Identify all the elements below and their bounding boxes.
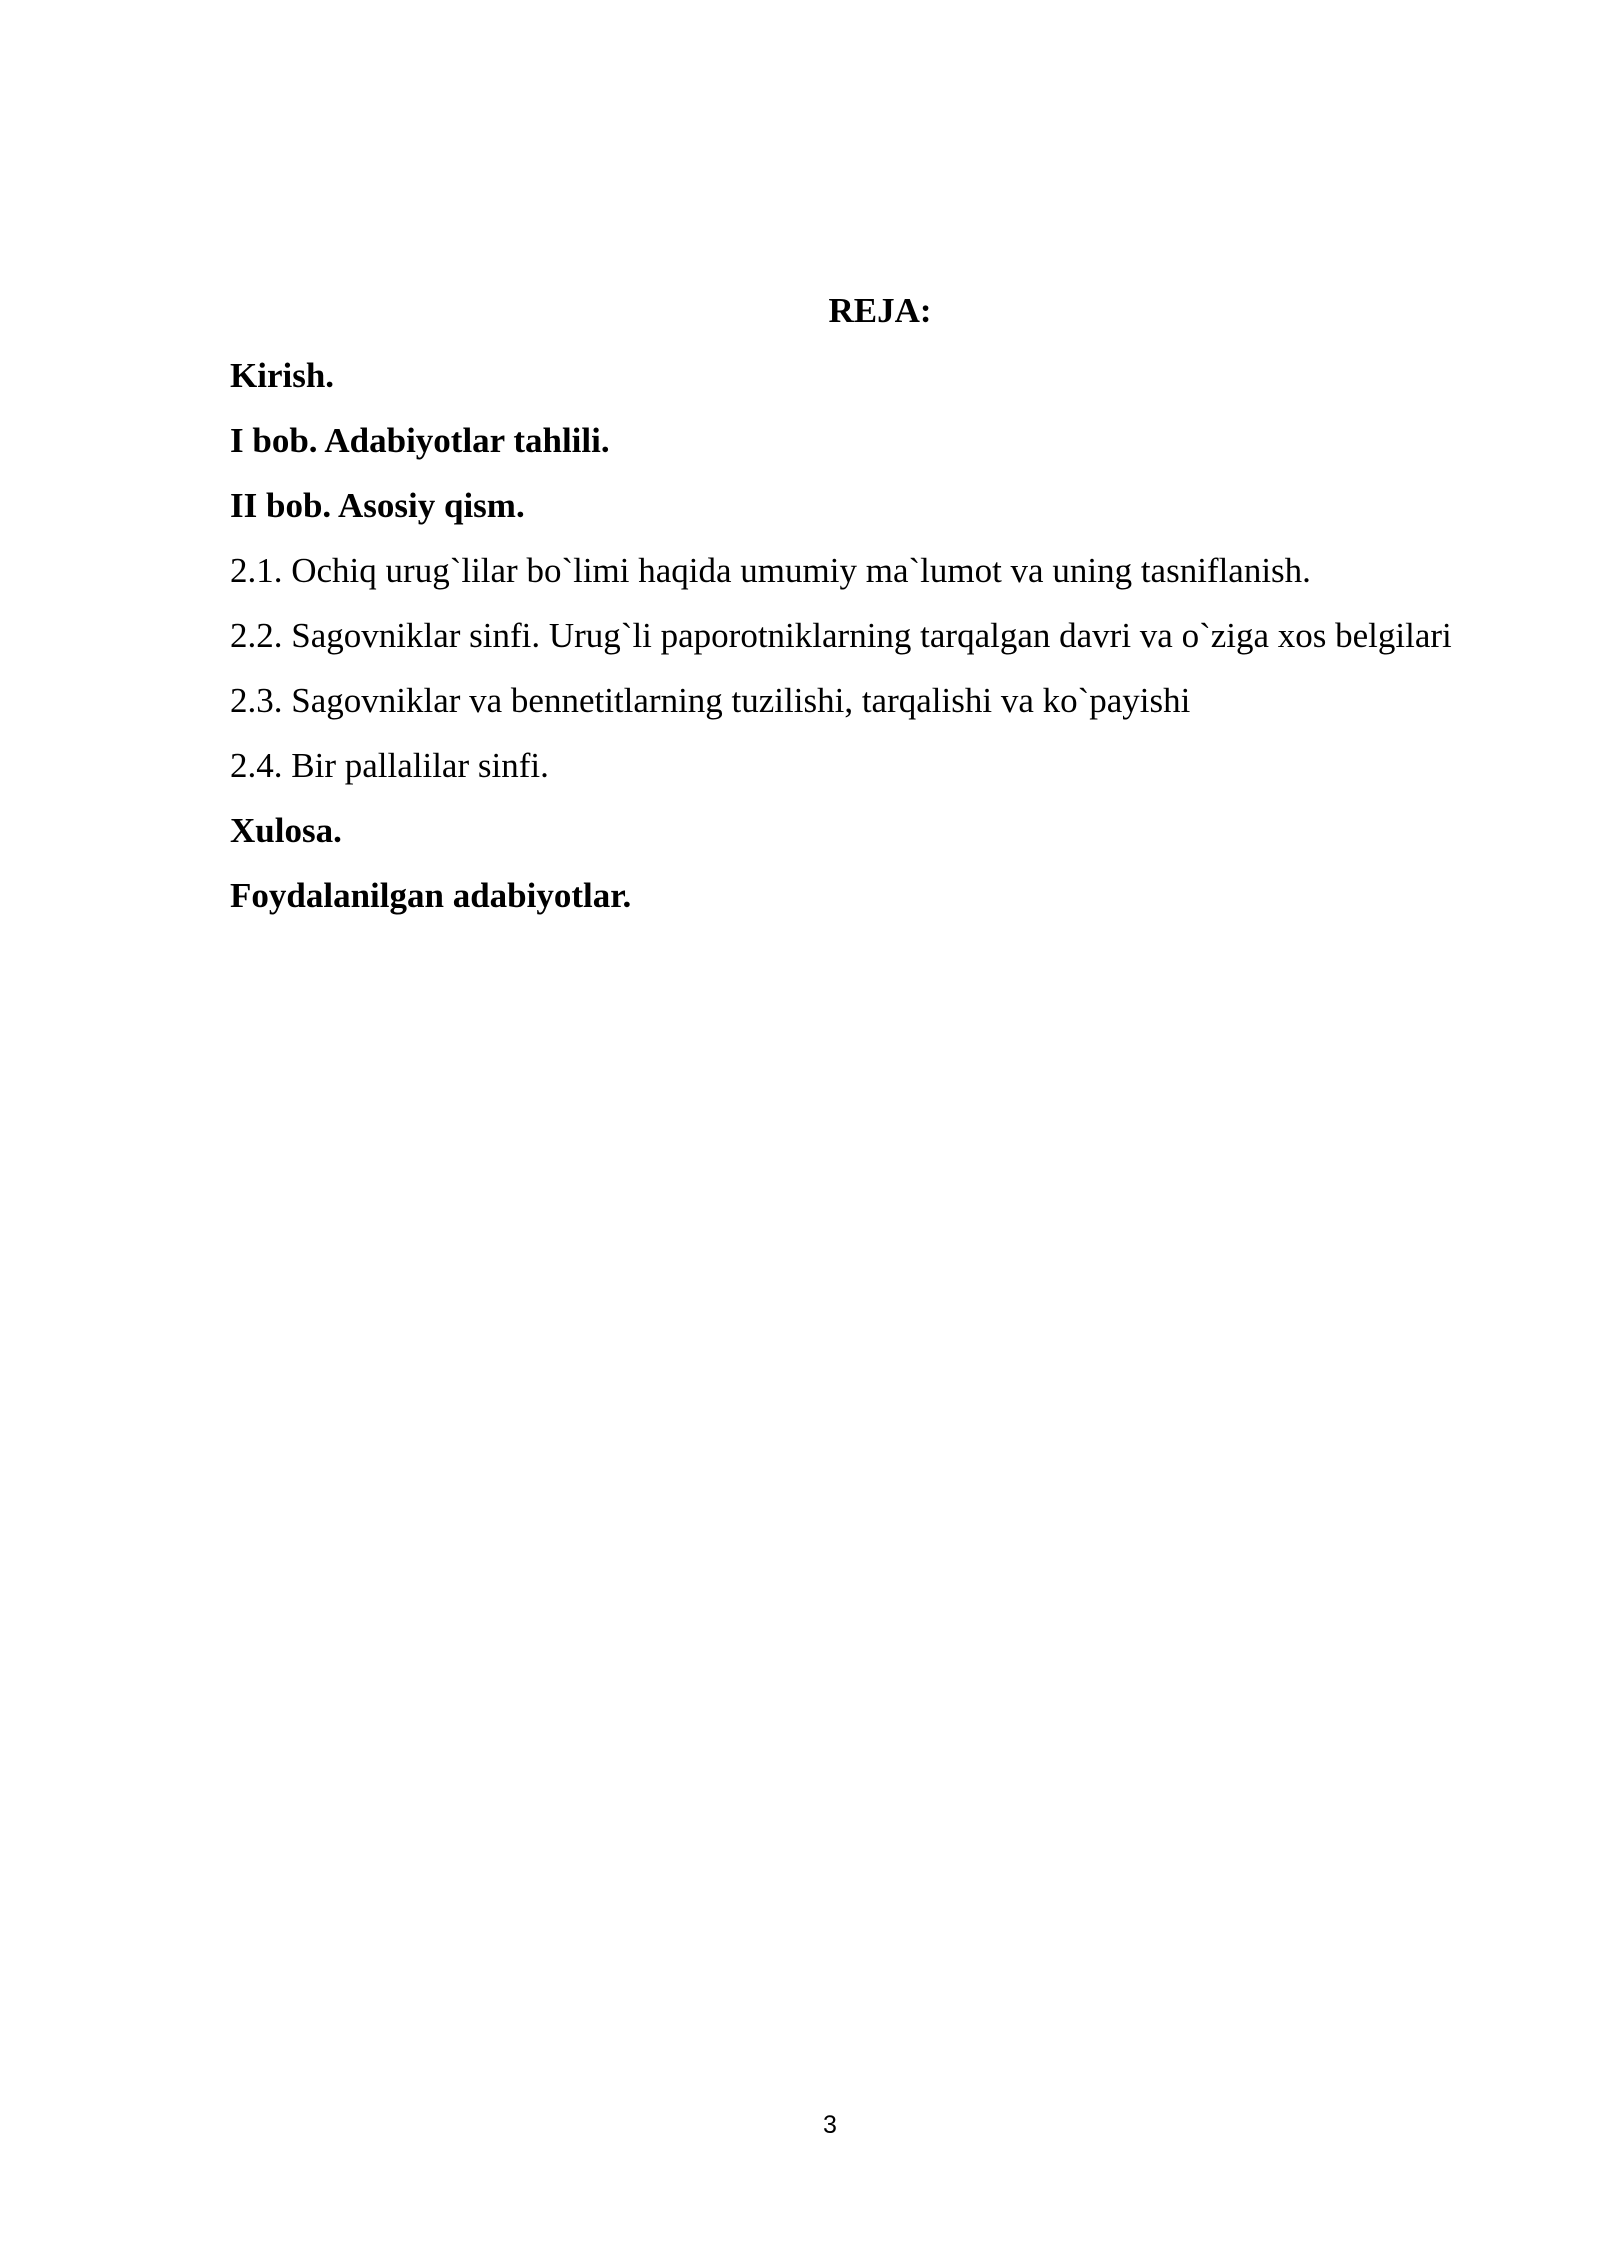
plan-item-2-1: 2.1. Ochiq urug`lilar bo`limi haqida umumiy ma`lumot va uning tasniflanish. xyxy=(230,551,1311,590)
page-title: REJA: xyxy=(828,291,932,330)
plan-item-2-4: 2.4. Bir pallalilar sinfi. xyxy=(230,746,549,785)
plan-item-2-2: 2.2. Sagovniklar sinfi. Urug`li paporotniklarning tarqalgan davri va o`ziga xos belgilari xyxy=(230,616,1452,655)
page-number: 3 xyxy=(823,2111,837,2139)
plan-item-conclusion: Xulosa. xyxy=(230,811,342,850)
plan-item-chapter-1: I bob. Adabiyotlar tahlili. xyxy=(230,421,610,460)
plan-section xyxy=(230,278,1495,928)
plan-item-introduction: Kirish. xyxy=(230,356,335,395)
plan-item-references: Foydalanilgan adabiyotlar. xyxy=(230,876,632,915)
plan-item-2-3: 2.3. Sagovniklar va bennetitlarning tuzilishi, tarqalishi va ko`payishi xyxy=(230,681,1191,720)
plan-item-chapter-2: II bob. Asosiy qism. xyxy=(230,486,525,525)
